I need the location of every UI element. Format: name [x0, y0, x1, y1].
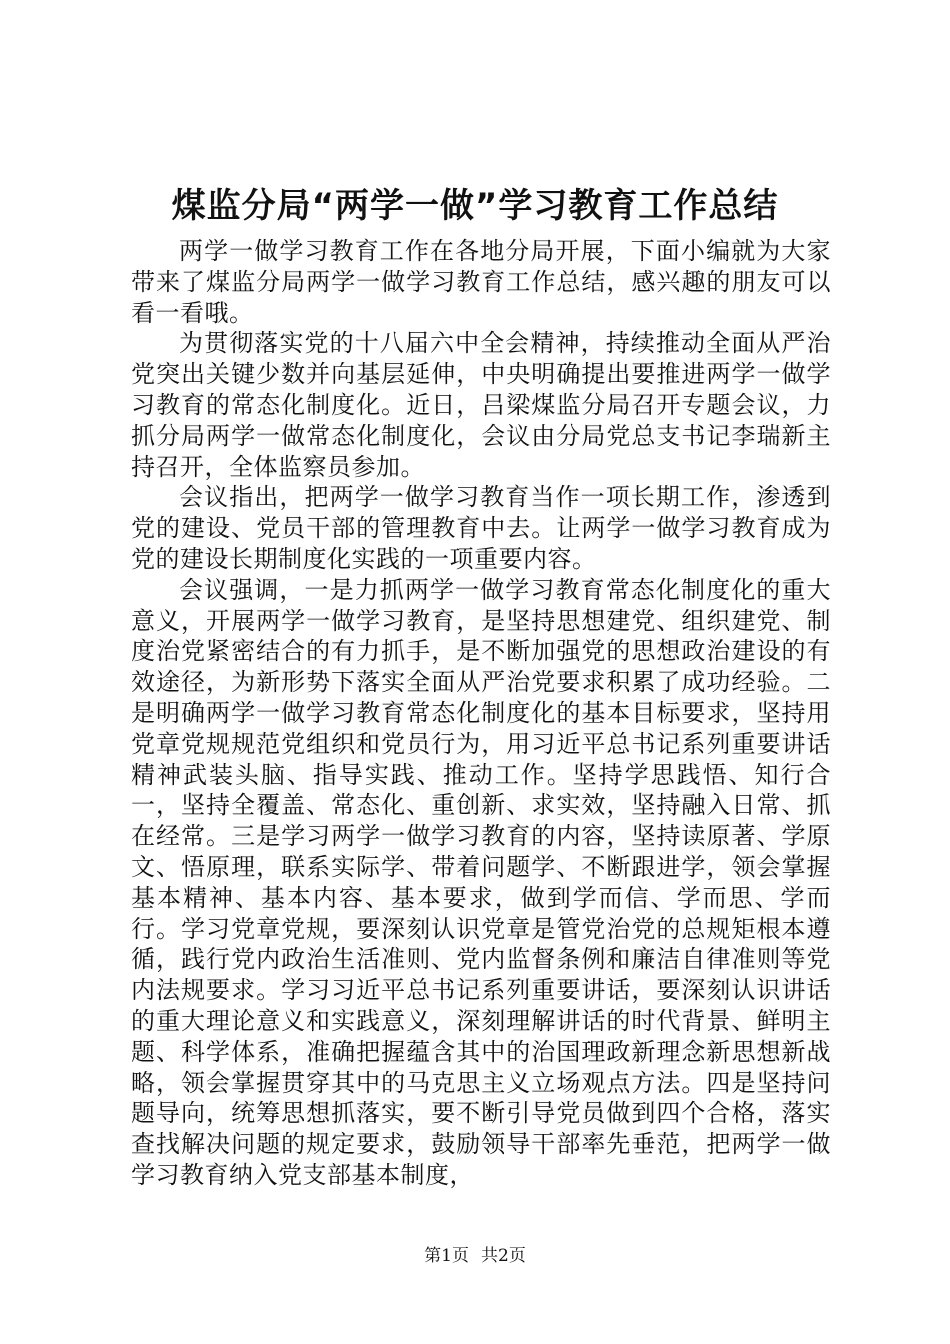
document-body: [131, 236, 831, 1191]
document-title: 煤监分局“两学一做”学习教育工作总结: [171, 186, 779, 226]
page-total: 共2页: [481, 1246, 526, 1266]
page-number: 第1页: [424, 1246, 469, 1266]
paragraph-intro: 两学一做学习教育工作在各地分局开展，下面小编就为大家带来了煤监分局两学一做学习教育工作总结，感兴趣的朋友可以看一看哦。: [131, 237, 831, 327]
paragraph-meeting-points: 会议指出，把两学一做学习教育当作一项长期工作，渗透到党的建设、党员干部的管理教育中去。让两学一做学习教育成为党的建设长期制度化实践的一项重要内容。: [131, 483, 831, 573]
paragraph-meeting-emphasis: 会议强调，一是力抓两学一做学习教育常态化制度化的重大意义，开展两学一做学习教育，是坚持思想建党、组织建党、制度治党紧密结合的有力抓手，是不断加强党的思想政治建设的有效途径，为新形势下落实全面从严治党要求积累了成功经验。二是明确两学一做学习教育常态化制度化的基本目标要求，坚持用党章党规规范党组织和党员行为，用习近平总书记系列重要讲话精神武装头脑、指导实践、推动工作。坚持学思践悟、知行合一，坚持全覆盖、常态化、重创新、求实效，坚持融入日常、抓在经常。三是学习两学一做学习教育的内容，坚持读原著、学原文、悟原理，联系实际学、带着问题学、不断跟进学，领会掌握基本精神、基本内容、基本要求，做到学而信、学而思、学而行。学习党章党规，要深刻认识党章是管党治党的总规矩根本遵循，践行党内政治生活准则、党内监督条例和廉洁自律准则等党内法规要求。学习习近平总书记系列重要讲话，要深刻认识讲话的重大理论意义和实践意义，深刻理解讲话的时代背景、鲜明主题、科学体系，准确把握蕴含其中的治国理政新理念新思想新战略，领会掌握贯穿其中的马克思主义立场观点方法。四是坚持问题导向，统筹思想抓落实，要不断引导党员做到四个合格，落实查找解决问题的规定要求，鼓励领导干部率先垂范，把两学一做学习教育纳入党支部基本制度，: [131, 575, 831, 1189]
paragraph-background: 为贯彻落实党的十八届六中全会精神，持续推动全面从严治党突出关键少数并向基层延伸，中央明确提出要推进两学一做学习教育的常态化制度化。近日，吕梁煤监分局召开专题会议，力抓分局两学一做常态化制度化，会议由分局党总支书记李瑞新主持召开，全体监察员参加。: [131, 329, 831, 481]
page-footer: [0, 1244, 950, 1268]
